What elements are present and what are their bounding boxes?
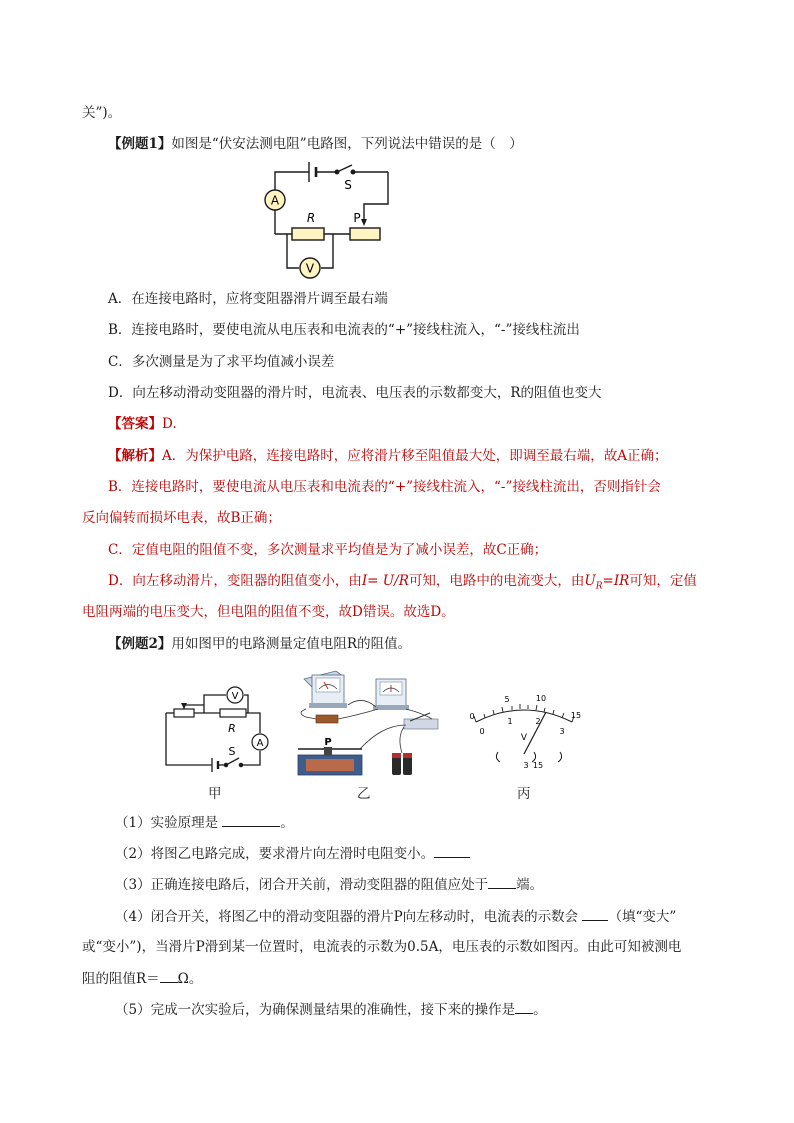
- dial-lower-1: 1: [507, 717, 513, 726]
- dial-upper-10: 10: [535, 694, 547, 703]
- caption-yi: 乙: [357, 786, 371, 802]
- apparatus-yi: [292, 665, 444, 785]
- option-a: A．在连接电路时，应将变阻器滑片调至最右端: [108, 291, 388, 307]
- jia-ammeter-label: A: [256, 738, 264, 749]
- caption-jia: 甲: [208, 786, 222, 802]
- example2-heading: [108, 634, 411, 654]
- resistor-label: R: [306, 211, 316, 225]
- answer-value: D.: [162, 416, 177, 432]
- q4-blank-2: [160, 968, 178, 983]
- dial-upper-5: 5: [504, 695, 510, 704]
- terminal-3: 3: [523, 761, 529, 770]
- circuit-jia: [160, 683, 272, 775]
- q4-line3: 阻的阻值R＝ Ω。: [82, 968, 202, 989]
- q5: （5）完成一次实验后，为确保测量结果的准确性，接下来的操作是 。: [115, 999, 547, 1020]
- answer-line: [108, 414, 177, 434]
- dial-upper-0: 0: [469, 712, 475, 721]
- jia-voltmeter-label: V: [231, 691, 239, 702]
- voltmeter-dial-bing: [462, 688, 586, 772]
- example2-label: 【例题2】: [108, 636, 172, 652]
- analysis-b-line1: B．连接电路时，要使电流从电压表和电流表的“+”接线柱流入，“-”接线柱流出，否则指针会: [108, 479, 661, 495]
- q4-blank-1: [582, 906, 608, 921]
- dial-lower-3: 3: [559, 727, 565, 736]
- jia-resistor-label: R: [228, 722, 236, 735]
- option-d: D．向左移动滑动变阻器的滑片时，电流表、电压表的示数都变大，R的阻值也变大: [108, 385, 602, 401]
- q3: （3）正确连接电路后，闭合开关前，滑动变阻器的阻值应处于 端。: [115, 874, 543, 895]
- example1-heading: [108, 134, 523, 154]
- slider-label: P: [353, 211, 361, 225]
- analysis-d-line2: 电阻两端的电压变大，但电阻的阻值不变，故D错误。故选D。: [82, 604, 455, 620]
- analysis-label: 【解析】: [108, 448, 162, 464]
- option-b: B．连接电路时，要使电流从电压表和电流表的“+”接线柱流入，“-”接线柱流出: [108, 322, 580, 338]
- q2: （2）将图乙电路完成，要求滑片向左滑时电阻变小。: [115, 843, 470, 864]
- dial-unit: V: [520, 733, 528, 743]
- dial-lower-0: 0: [479, 727, 485, 736]
- example1-circuit-diagram: [255, 156, 405, 281]
- q1-blank: [222, 812, 280, 827]
- q4-line1: （4）闭合开关，将图乙中的滑动变阻器的滑片P向左移动时，电流表的示数会 （填“变大”: [115, 906, 676, 927]
- analysis-b-line2: 反向偏转而损坏电表，故B正确；: [82, 510, 281, 526]
- answer-label: 【答案】: [108, 416, 162, 432]
- jia-switch-label: S: [228, 745, 236, 758]
- formula-ur: $U_R=IR$: [584, 573, 630, 592]
- analysis-d-line1: D．向左移动滑片，变阻器的阻值变小，由I= U/R可知，电路中的电流变大，由$U_R=IR$可知，定值: [108, 573, 697, 592]
- voltmeter-label: V: [305, 261, 315, 276]
- terminal-15: 15: [532, 761, 544, 770]
- yi-slider-label: P: [324, 737, 332, 748]
- q1: （1）实验原理是 。: [115, 812, 294, 833]
- analysis-a: 【解析】A．为保护电路，连接电路时，应将滑片移至阻值最大处，即调至最右端，故A正确；: [108, 448, 668, 464]
- formula-ohm: I= U/R: [361, 573, 409, 589]
- q2-blank: [434, 843, 470, 858]
- caption-bing: 丙: [517, 786, 531, 802]
- q4-line2: 或“变小”)，当滑片P滑到某一位置时，电流表的示数为0.5A，电压表的示数如图丙。由此可知被测电: [82, 939, 682, 955]
- ammeter-label: A: [270, 193, 280, 208]
- example1-question: 如图是“伏安法测电阻”电路图，下列说法中错误的是（ ）: [171, 136, 523, 152]
- dial-upper-15: 15: [570, 711, 582, 720]
- example2-question: 用如图甲的电路测量定值电阻R的阻值。: [171, 636, 412, 652]
- switch-label: S: [344, 178, 352, 192]
- example1-label: 【例题1】: [108, 136, 172, 152]
- analysis-c: C．定值电阻的阻值不变，多次测量求平均值是为了减小误差，故C正确；: [108, 542, 548, 558]
- q3-blank: [488, 874, 516, 889]
- dial-lower-2: 2: [535, 717, 541, 726]
- option-c: C．多次测量是为了求平均值减小误差: [108, 354, 335, 370]
- q5-blank: [515, 999, 533, 1014]
- continued-text: 关”)。: [82, 105, 122, 121]
